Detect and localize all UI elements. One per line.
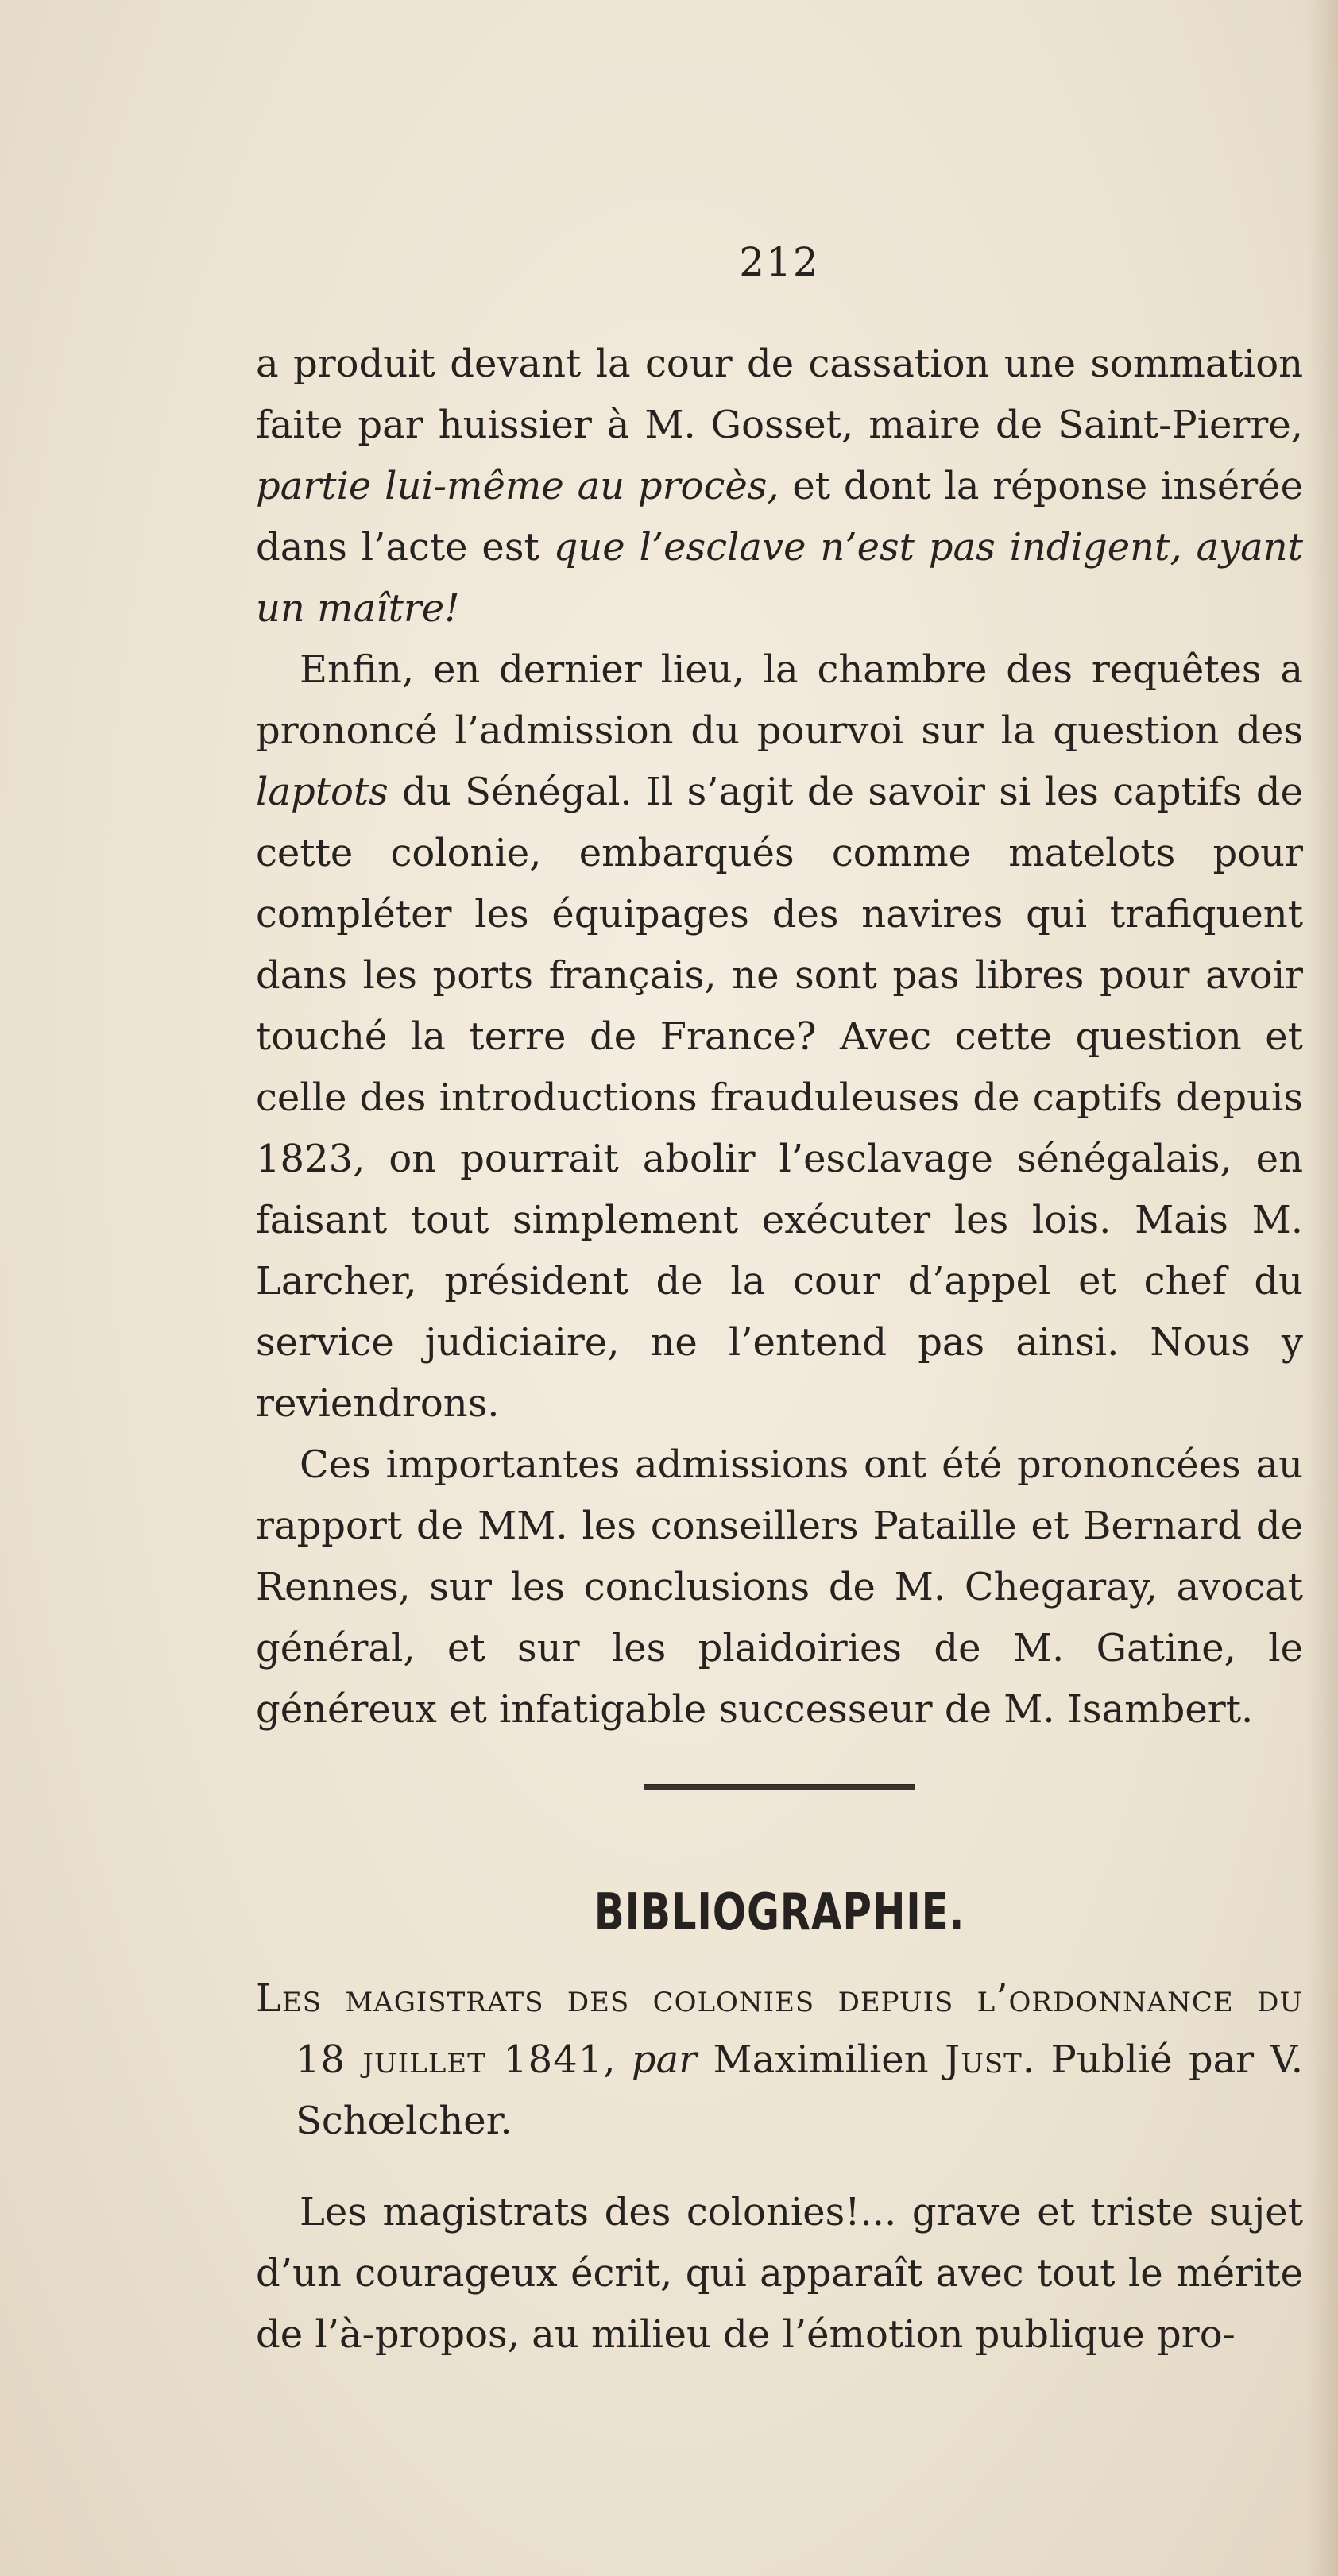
bibliography-entry: [256, 1968, 1303, 2152]
intro-paragraph: [256, 334, 1303, 639]
intro-italic-2: que l’esclave n’est pas indigent, ayant un maître!: [256, 525, 1303, 631]
closing-paragraph: Les magistrats des colonies!... grave et triste sujet d’un courageux écrit, qui apparaît avec tout le mérite de l’à-propos, au milieu de l’émotion publique pro-: [256, 2190, 1303, 2357]
intro-text-2: et dont la réponse insérée dans l’acte est: [256, 464, 1303, 570]
section-heading-bibliographie: BIBLIOGRAPHIE.: [594, 1883, 965, 1942]
bib-par: par: [631, 2037, 698, 2082]
bib-comma: ,: [603, 2037, 632, 2082]
bib-author-last: Just: [944, 2037, 1023, 2082]
bib-rest: . Publié par V. Schœlcher.: [296, 2037, 1303, 2143]
paragraph-admissions: Ces importantes admissions ont été prononcées au rapport de MM. les conseillers Pataille et Bernard de Rennes, sur les conclusions de M. Chegaray, avocat général, et sur les plaidoiries de M. Gatine, le généreux et infatigable successeur de M. Isambert.: [256, 1442, 1303, 1732]
page-number: 212: [739, 239, 820, 285]
intro-text-1: a produit devant la cour de cassation une sommation faite par huissier à M. Gosset, maire de Saint-Pierre,: [256, 342, 1303, 447]
book-page: [256, 238, 1303, 2366]
section-divider-rule: [644, 1784, 915, 1790]
paragraph2-text-2: du Sénégal. Il s’agit de savoir si les captifs de cette colonie, embarqués comme matelots pour compléter les équipages des navires qui trafiquent dans les ports français, ne sont pas libres pour avoir touché la terre de France? Avec cette question et celle des introductions frauduleuses de captifs depuis 1823, on pourrait abolir l’esclavage sénégalais, en faisant tout simplement exécuter les lois. Mais M. Larcher, président de la cour d’appel et chef du service judiciaire, ne l’entend pas ainsi. Nous y reviendrons.: [256, 770, 1303, 1426]
paragraph2-text-1: Enfin, en dernier lieu, la chambre des requêtes a prononcé l’admission du pourvoi sur la question des: [256, 647, 1303, 753]
paragraph-laptots: [256, 639, 1303, 1435]
bib-title: Les magistrats des colonies depuis l’ordonnance du 18 juillet 1841: [256, 1976, 1303, 2082]
paragraph2-italic-laptots: laptots: [256, 770, 389, 814]
intro-italic-1: partie lui-même au procès,: [256, 464, 779, 508]
page-edge-shadow: [1306, 0, 1338, 2576]
bib-author-first: Maximilien: [697, 2037, 945, 2082]
